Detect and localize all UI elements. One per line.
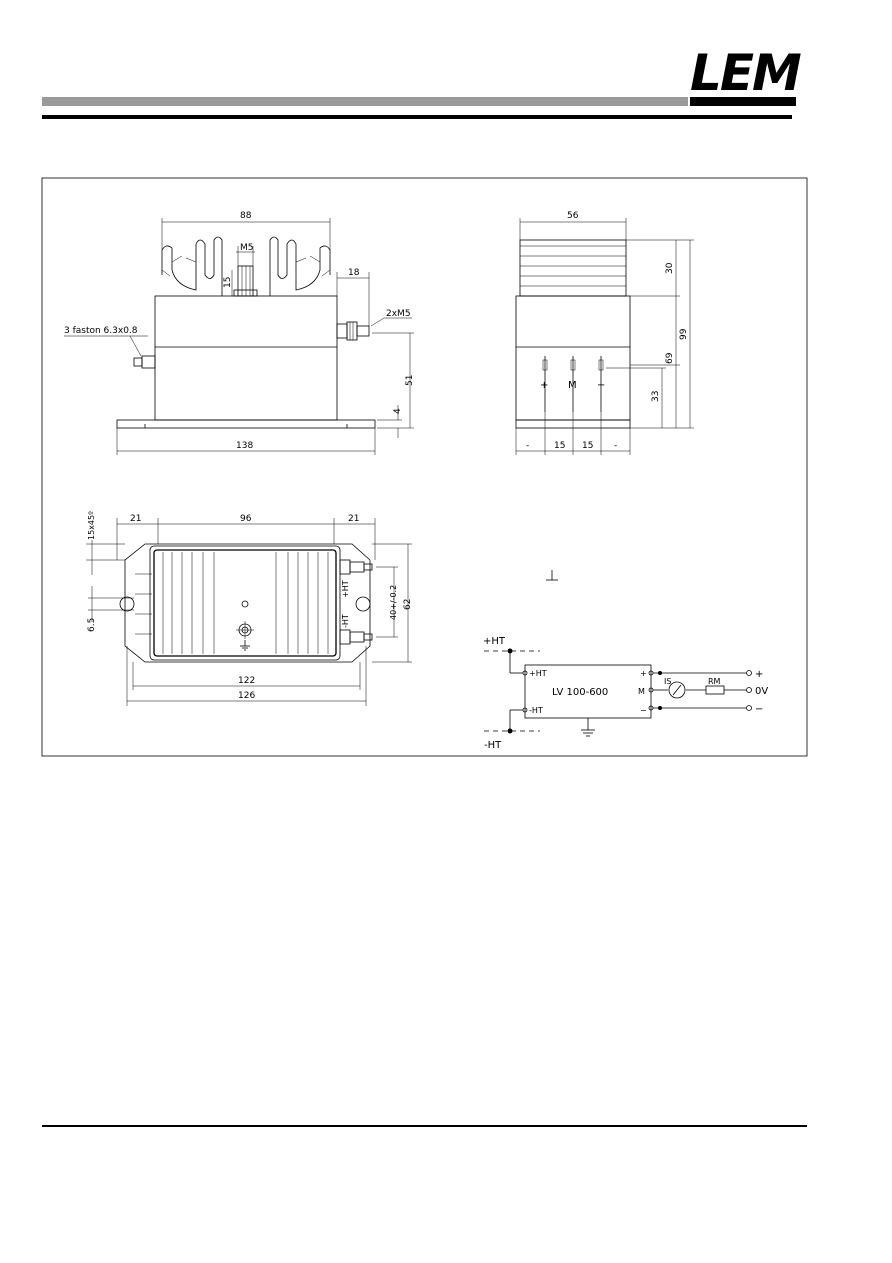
schem-rm: RM (708, 677, 721, 686)
ground-symbol (546, 570, 558, 580)
dim-56: 56 (567, 211, 579, 221)
logo-underline-thin (688, 115, 792, 119)
dim-51: 51 (405, 374, 415, 386)
dim-dash-left: - (526, 441, 530, 451)
header-black-line (42, 115, 688, 119)
dim-chamfer: 15x45º (87, 511, 96, 540)
side-pin-m: M (568, 380, 577, 391)
dim-15a: 15 (554, 441, 566, 451)
schem-out-plus: + (755, 669, 764, 680)
dim-88: 88 (240, 211, 252, 221)
label-2xm5: 2xM5 (386, 309, 411, 319)
schem-is: IS (664, 677, 672, 686)
side-pin-plus: + (540, 380, 549, 391)
label-plus-ht-top: +HT (341, 580, 350, 598)
top-view (86, 511, 413, 706)
dim-4: 4 (393, 408, 403, 414)
rm-resistor (706, 686, 724, 694)
dim-126: 126 (238, 691, 256, 701)
dim-122: 122 (238, 676, 256, 686)
schem-device-name: LV 100-600 (552, 687, 609, 698)
front-view (64, 211, 415, 455)
dim-33: 33 (651, 390, 661, 402)
dim-6-5: 6.5 (87, 617, 97, 632)
dim-96: 96 (240, 514, 252, 524)
heatsink-left (162, 237, 222, 296)
dim-18: 18 (348, 268, 360, 278)
dim-21-right: 21 (348, 514, 360, 524)
side-pin-minus: − (597, 380, 606, 391)
dim-15-front: 15 (223, 276, 233, 288)
front-body (155, 296, 337, 420)
front-base (117, 420, 375, 428)
side-heatsink (520, 240, 626, 296)
schem-plus-ht-outer: +HT (483, 636, 506, 647)
dim-69: 69 (665, 352, 675, 364)
dim-15b: 15 (582, 441, 594, 451)
dim-138: 138 (236, 441, 254, 451)
drawing-frame (42, 178, 807, 756)
label-faston: 3 faston 6.3x0.8 (64, 326, 138, 336)
label-minus-ht-top: -HT (341, 614, 350, 628)
dim-21-left: 21 (130, 514, 142, 524)
connection-schematic (483, 636, 768, 751)
schem-out-0v: 0V (755, 686, 769, 697)
footer-line (42, 1125, 807, 1127)
dim-99: 99 (679, 328, 689, 340)
schem-plus-ht-inner: +HT (529, 669, 547, 678)
dim-30: 30 (665, 262, 675, 274)
schem-pin-plus: + (640, 669, 647, 678)
schem-pin-minus: − (640, 706, 647, 715)
header-gray-bar (42, 97, 688, 106)
dim-62: 62 (403, 598, 413, 610)
heatsink-right (270, 237, 330, 296)
schem-pin-m: M (638, 687, 645, 696)
brand-logo: LEM (690, 44, 800, 102)
dim-m5: M5 (240, 243, 254, 253)
dim-dash-right: - (614, 441, 618, 451)
schem-minus-ht-outer: -HT (484, 740, 502, 751)
schem-out-minus: − (755, 704, 764, 715)
side-view (516, 211, 694, 455)
dim-40: 40+/-0.2 (389, 584, 398, 620)
schem-minus-ht-inner: -HT (529, 706, 543, 715)
